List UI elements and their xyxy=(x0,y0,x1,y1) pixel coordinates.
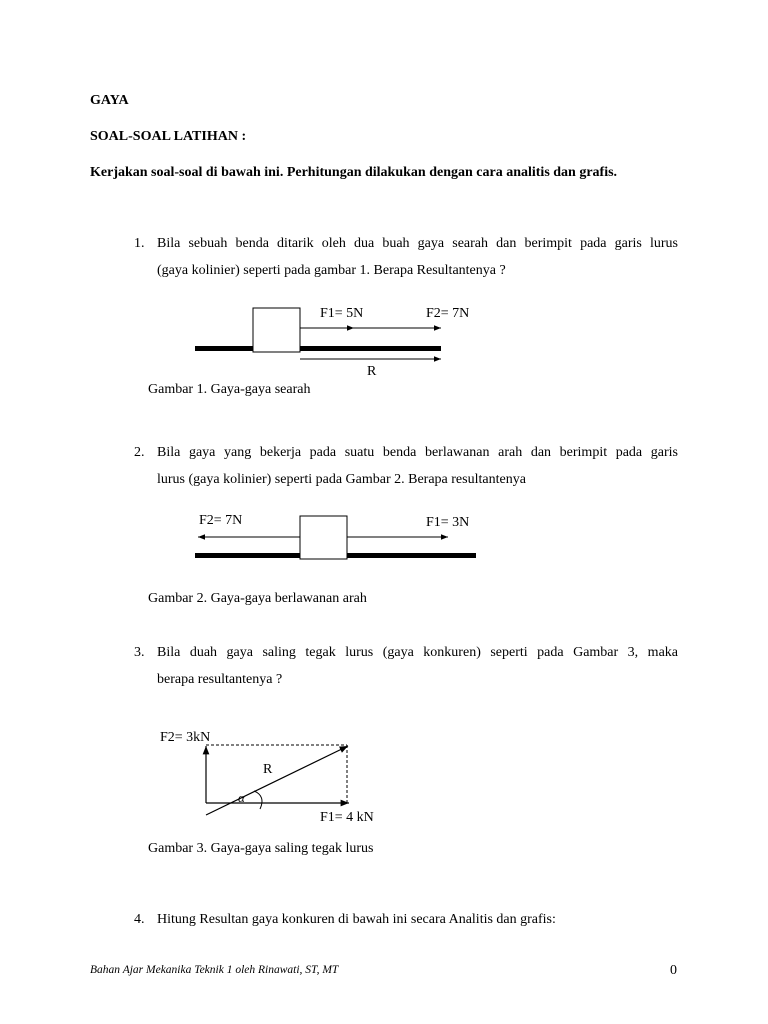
question-number: 3. xyxy=(134,645,145,660)
question-text-line: lurus (gaya kolinier) seperti pada Gambar 2. Berapa resultantenya xyxy=(157,472,526,487)
question-text-line: Hitung Resultan gaya konkuren di bawah ini secara Analitis dan grafis: xyxy=(157,912,556,927)
label-f2: F2= 7N xyxy=(199,513,243,528)
label-r: R xyxy=(263,762,273,777)
question-number: 4. xyxy=(134,912,145,927)
resultant-arrow xyxy=(206,746,348,815)
label-r: R xyxy=(367,364,377,379)
question-text-line: (gaya kolinier) seperti pada gambar 1. Berapa Resultantenya ? xyxy=(157,263,506,278)
section-subtitle: SOAL-SOAL LATIHAN : xyxy=(90,129,247,144)
footer-author: Bahan Ajar Mekanika Teknik 1 oleh Rinawati, ST, MT xyxy=(90,964,339,976)
label-f1: F1= 4 kN xyxy=(320,810,374,825)
figure-caption: Gambar 3. Gaya-gaya saling tegak lurus xyxy=(148,841,374,856)
question-text-line: Bila duah gaya saling tegak lurus (gaya konkuren) seperti pada Gambar 3, maka xyxy=(157,645,678,660)
page-number: 0 xyxy=(670,963,677,978)
instruction-text: Kerjakan soal-soal di bawah ini. Perhitungan dilakukan dengan cara analitis dan grafis. xyxy=(90,165,618,180)
question-text-line: Bila gaya yang bekerja pada suatu benda berlawanan arah dan berimpit pada garis xyxy=(157,445,678,460)
question-text-line: Bila sebuah benda ditarik oleh dua buah gaya searah dan berimpit pada garis lurus xyxy=(157,236,678,251)
page-title: GAYA xyxy=(90,93,129,108)
question-number: 1. xyxy=(134,236,145,251)
label-f1: F1= 5N xyxy=(320,306,364,321)
figure-caption: Gambar 2. Gaya-gaya berlawanan arah xyxy=(148,591,367,606)
label-f1: F1= 3N xyxy=(426,515,470,530)
label-f2: F2= 3kN xyxy=(160,730,211,745)
question-text-line: berapa resultantenya ? xyxy=(157,672,283,687)
angle-arc xyxy=(254,791,262,809)
label-f2: F2= 7N xyxy=(426,306,470,321)
figure-caption: Gambar 1. Gaya-gaya searah xyxy=(148,382,311,397)
question-number: 2. xyxy=(134,445,145,460)
label-alpha: α xyxy=(238,790,245,805)
